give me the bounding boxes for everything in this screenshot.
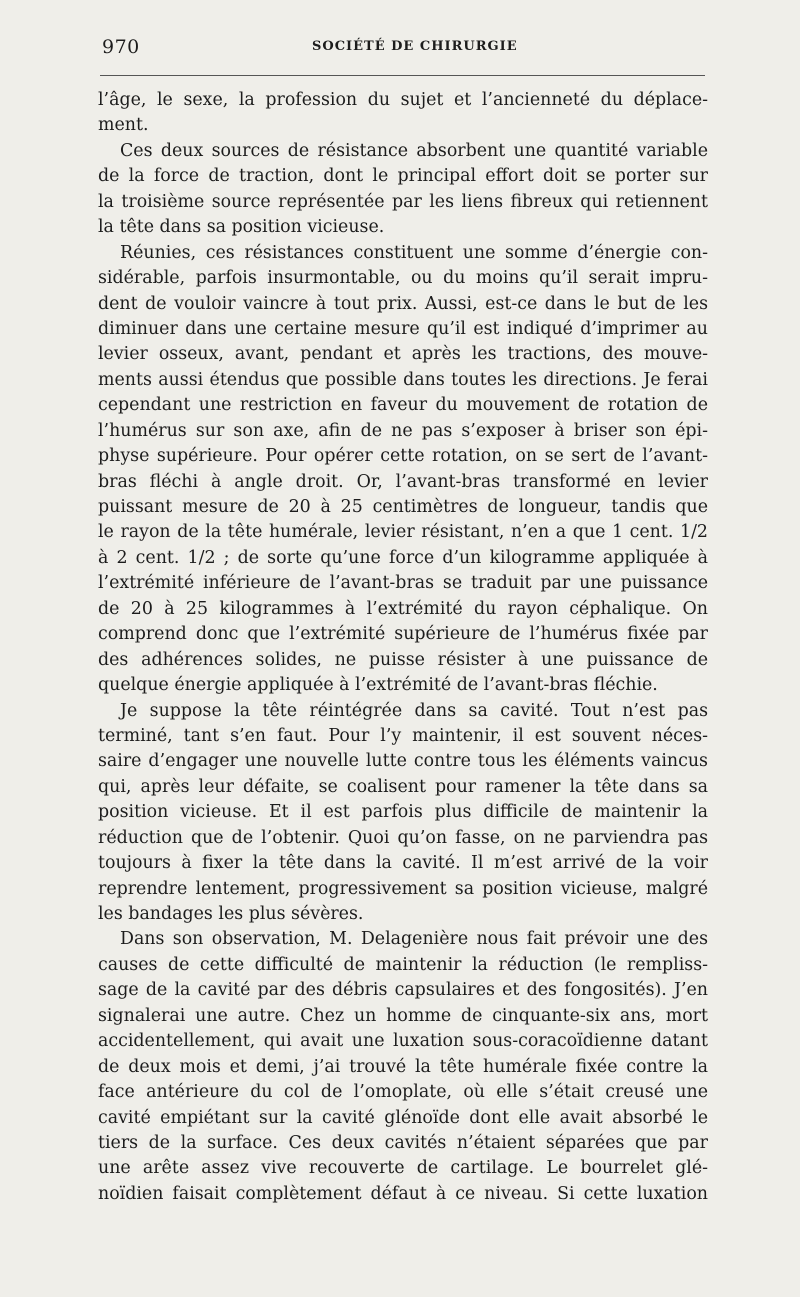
text-line: Je suppose la tête réintégrée dans sa cavité. Tout n’est pas (120, 700, 708, 721)
page-number: 970 (102, 36, 140, 58)
text-line: reprendre lentement, progressivement sa position vicieuse, malgré (98, 878, 708, 899)
text-line: à 2 cent. 1/2 ; de sorte qu’une force d’un kilogramme appliquée à (98, 547, 708, 568)
text-line: physe supérieure. Pour opérer cette rotation, on se sert de l’avant- (98, 446, 708, 467)
text-line: toujours à fixer la tête dans la cavité. Il m’est arrivé de la voir (98, 853, 708, 874)
body-text (98, 88, 708, 1207)
text-line: signalerai une autre. Chez un homme de cinquante-six ans, mort (98, 1005, 708, 1026)
text-line: puissant mesure de 20 à 25 centimètres de longueur, tandis que (98, 497, 708, 517)
text-line: saire d’engager une nouvelle lutte contre tous les éléments vaincus (98, 751, 708, 772)
text-line: comprend donc que l’extrémité supérieure de l’humérus fixée par (98, 624, 708, 645)
text-line: de la force de traction, dont le principal effort doit se porter sur (98, 166, 708, 187)
text-line: position vicieuse. Et il est parfois plus difficile de maintenir la (98, 802, 708, 823)
text-line: la tête dans sa position vicieuse. (98, 217, 385, 238)
text-line: qui, après leur défaite, se coalisent pour ramener la tête dans sa (98, 776, 708, 797)
text-line: Ces deux sources de résistance absorbent une quantité variable (120, 140, 708, 161)
header-rule (100, 75, 705, 76)
text-line: sidérable, parfois insurmontable, ou du moins qu’il serait impru- (98, 268, 708, 289)
text-line: levier osseux, avant, pendant et après les tractions, des mouve- (98, 344, 708, 365)
text-line: des adhérences solides, ne puisse résister à une puissance de (98, 649, 708, 670)
running-title: SOCIÉTÉ DE CHIRURGIE (312, 39, 518, 54)
text-line: dent de vouloir vaincre à tout prix. Aussi, est-ce dans le but de les (98, 293, 708, 314)
text-line: les bandages les plus sévères. (98, 904, 364, 924)
text-line: sage de la cavité par des débris capsulaires et des fongosités). J’en (98, 980, 708, 1001)
text-line: l’âge, le sexe, la profession du sujet et l’ancienneté du déplace- (98, 90, 708, 110)
text-line: quelque énergie appliquée à l’extrémité de l’avant-bras fléchie. (98, 675, 658, 696)
text-line: Réunies, ces résistances constituent une somme d’énergie con- (120, 242, 708, 263)
text-line: noïdien faisait complètement défaut à ce niveau. Si cette luxation (98, 1183, 708, 1204)
text-line: tiers de la surface. Ces deux cavités n’étaient séparées que par (98, 1132, 708, 1153)
text-line: l’extrémité inférieure de l’avant-bras se traduit par une puissance (98, 573, 708, 594)
text-line: de deux mois et demi, j’ai trouvé la tête humérale fixée contre la (98, 1056, 708, 1077)
text-line: la troisième source représentée par les liens fibreux qui retiennent (98, 191, 708, 212)
text-line: cavité empiétant sur la cavité glénoïde dont elle avait absorbé le (98, 1107, 708, 1128)
text-line: ment. (98, 115, 149, 136)
text-line: de 20 à 25 kilogrammes à l’extrémité du rayon céphalique. On (98, 598, 708, 619)
text-line: diminuer dans une certaine mesure qu’il est indiqué d’imprimer au (98, 318, 708, 339)
page-header (102, 36, 705, 58)
text-line: une arête assez vive recouverte de cartilage. Le bourrelet glé- (98, 1158, 708, 1179)
text-line: terminé, tant s’en faut. Pour l’y maintenir, il est souvent néces- (98, 725, 708, 746)
text-line: bras fléchi à angle droit. Or, l’avant-bras transformé en levier (98, 471, 708, 492)
text-line: ments aussi étendus que possible dans toutes les directions. Je ferai (98, 369, 708, 390)
text-line: Dans son observation, M. Delagenière nous fait prévoir une des (120, 929, 708, 950)
text-line: accidentellement, qui avait une luxation sous-coracoïdienne datant (98, 1031, 708, 1052)
text-line: face antérieure du col de l’omoplate, où elle s’était creusé une (98, 1082, 708, 1103)
text-line: le rayon de la tête humérale, levier résistant, n’en a que 1 cent. 1/2 (98, 522, 708, 543)
text-line: cependant une restriction en faveur du mouvement de rotation de (98, 395, 708, 416)
text-line: causes de cette difficulté de maintenir la réduction (le rempliss- (98, 954, 708, 975)
text-line: réduction que de l’obtenir. Quoi qu’on fasse, on ne parviendra pas (98, 827, 708, 848)
text-line: l’humérus sur son axe, afin de ne pas s’exposer à briser son épi- (98, 420, 708, 441)
